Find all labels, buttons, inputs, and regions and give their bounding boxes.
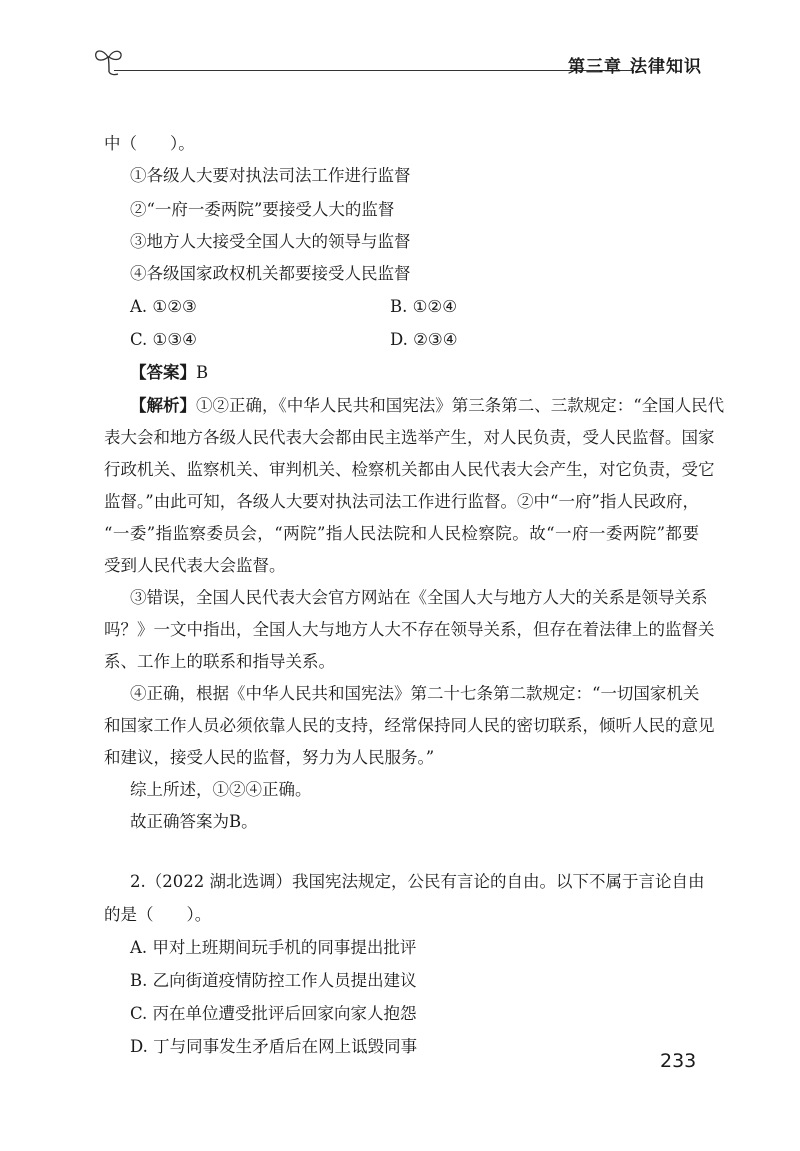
q1-item: ②“一府一委两院”要接受人大的监督 xyxy=(130,200,395,219)
chapter-heading xyxy=(568,52,702,77)
q1-answer xyxy=(130,363,208,383)
q2-option-b: B. 乙向街道疫情防控工作人员提出建议 xyxy=(130,971,417,990)
analysis-para3-line: ③错误，全国人民代表大会官方网站在《全国人大与地方人大的关系是领导关系 xyxy=(130,588,708,607)
answer-label: 【答案】 xyxy=(130,363,196,382)
analysis-line: 监督。”由此可知，各级人大要对执法司法工作进行监督。②中“一府”指人民政府， xyxy=(104,492,699,511)
q1-item: ①各级人大要对执法司法工作进行监督 xyxy=(130,166,411,185)
analysis-line: 受到人民代表大会监督。 xyxy=(104,556,286,575)
q2-option-a: A. 甲对上班期间玩手机的同事提出批评 xyxy=(130,938,417,957)
q1-item: ③地方人大接受全国人大的领导与监督 xyxy=(130,232,411,251)
analysis-para4-line: 和建议，接受人民的监督，努力为人民服务。” xyxy=(104,748,435,767)
analysis-para4-line: 和国家工作人员必须依靠人民的支持，经常保持同人民的密切联系，倾听人民的意见 xyxy=(104,716,715,735)
q1-option-b: B. ①②④ xyxy=(390,297,457,316)
answer-value: B xyxy=(196,363,209,382)
analysis-line: “一委”指监察委员会，“两院”指人民法院和人民检察院。故“一府一委两院”都要 xyxy=(104,524,699,543)
analysis-conclusion: 故正确答案为B。 xyxy=(130,812,258,831)
analysis-label: 【解析】 xyxy=(130,396,196,415)
header-rule xyxy=(114,70,634,71)
analysis-line xyxy=(130,396,725,416)
page-number: 233 xyxy=(660,1050,697,1072)
analysis-summary: 综上所述，①②④正确。 xyxy=(130,780,312,799)
chapter-title: 法律知识 xyxy=(630,57,702,77)
analysis-line: 表大会和地方各级人民代表大会都由民主选举产生，对人民负责，受人民监督。国家 xyxy=(104,428,715,447)
analysis-para4-line: ④正确，根据《中华人民共和国宪法》第二十七条第二款规定：“一切国家机关 xyxy=(130,684,700,703)
analysis-text: ①②正确，《中华人民共和国宪法》第三条第二、三款规定：“全国人民代 xyxy=(196,396,725,415)
q2-stem-line: 2.（2022 湖北选调）我国宪法规定，公民有言论的自由。以下不属于言论自由 xyxy=(130,872,705,891)
sprout-icon xyxy=(92,44,126,78)
q2-option-d: D. 丁与同事发生矛盾后在网上诋毁同事 xyxy=(130,1037,418,1056)
q1-stem-tail: 中（ ）。 xyxy=(104,134,195,153)
q1-item: ④各级国家政权机关都要接受人民监督 xyxy=(130,264,411,283)
chapter-number: 第三章 xyxy=(568,57,622,77)
q1-option-a: A. ①②③ xyxy=(130,297,197,316)
analysis-line: 行政机关、监察机关、审判机关、检察机关都由人民代表大会产生，对它负责，受它 xyxy=(104,460,715,479)
q1-option-c: C. ①③④ xyxy=(130,330,197,349)
q2-option-c: C. 丙在单位遭受批评后回家向家人抱怨 xyxy=(130,1004,417,1023)
q2-stem-line: 的是（ ）。 xyxy=(104,905,212,924)
analysis-para3-line: 吗？》一文中指出，全国人大与地方人大不存在领导关系，但存在着法律上的监督关 xyxy=(104,620,715,639)
running-header xyxy=(92,40,702,80)
analysis-para3-line: 系、工作上的联系和指导关系。 xyxy=(104,652,335,671)
q1-option-d: D. ②③④ xyxy=(390,330,458,349)
